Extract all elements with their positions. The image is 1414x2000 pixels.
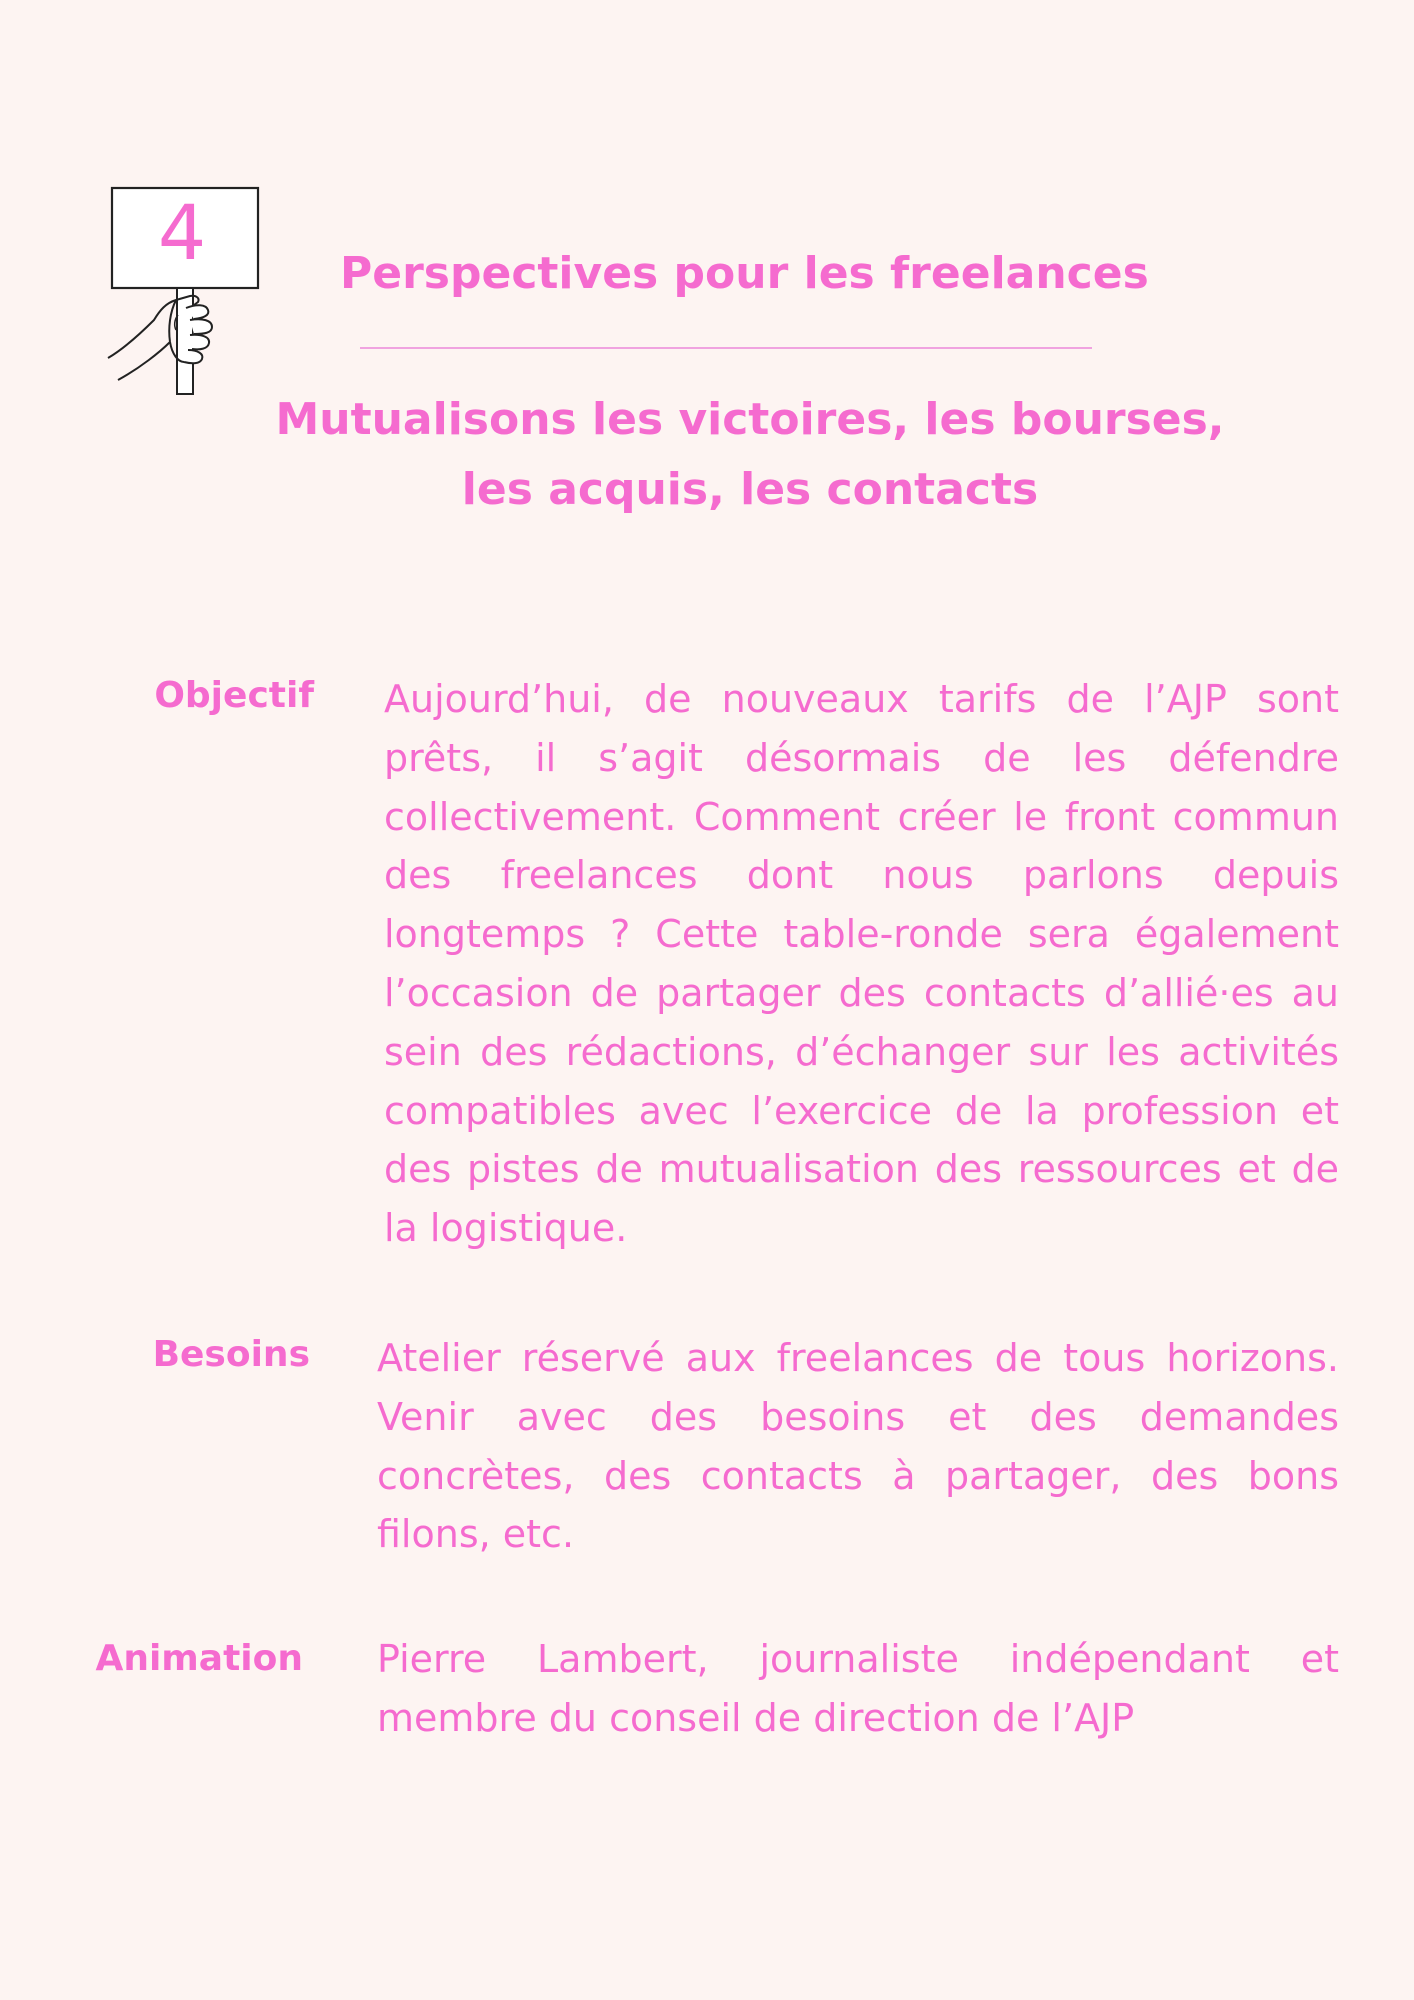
section-text-animation: Pierre Lambert, journaliste indépendant et membre du conseil de direction de l’AJP: [377, 1637, 1339, 1740]
subtitle-line-2: les acquis, les contacts: [461, 464, 1039, 515]
section-label-besoins: Besoins: [152, 1334, 310, 1375]
title-divider: [360, 347, 1092, 349]
subtitle: [200, 385, 1300, 525]
section-title: Perspectives pour les freelances: [340, 248, 1149, 299]
section-text-objectif: Aujourd’hui, de nouveaux tarifs de l’AJP sont prêts, il s’agit désormais de les défendre collectivement. Comment créer le front commun des freelances dont nous parlons depuis longtemps ? Cette table-ronde sera également l’occasion de partager des contacts d’allié·es au sein des rédactions, d’échanger sur les activités compatibles avec l’exercice de la profession et des pistes de mutualisation des ressources et de la logistique.: [384, 677, 1339, 1251]
section-label-objectif: Objectif: [154, 675, 314, 716]
section-text-besoins: Atelier réservé aux freelances de tous horizons. Venir avec des besoins et des demandes concrètes, des contacts à partager, des bons filons, etc.: [377, 1336, 1339, 1557]
subtitle-line-1: Mutualisons les victoires, les bourses,: [275, 394, 1225, 445]
section-label-animation: Animation: [95, 1638, 303, 1679]
sign-number: 4: [157, 188, 207, 277]
hand-holding-sign-icon: [90, 180, 270, 400]
